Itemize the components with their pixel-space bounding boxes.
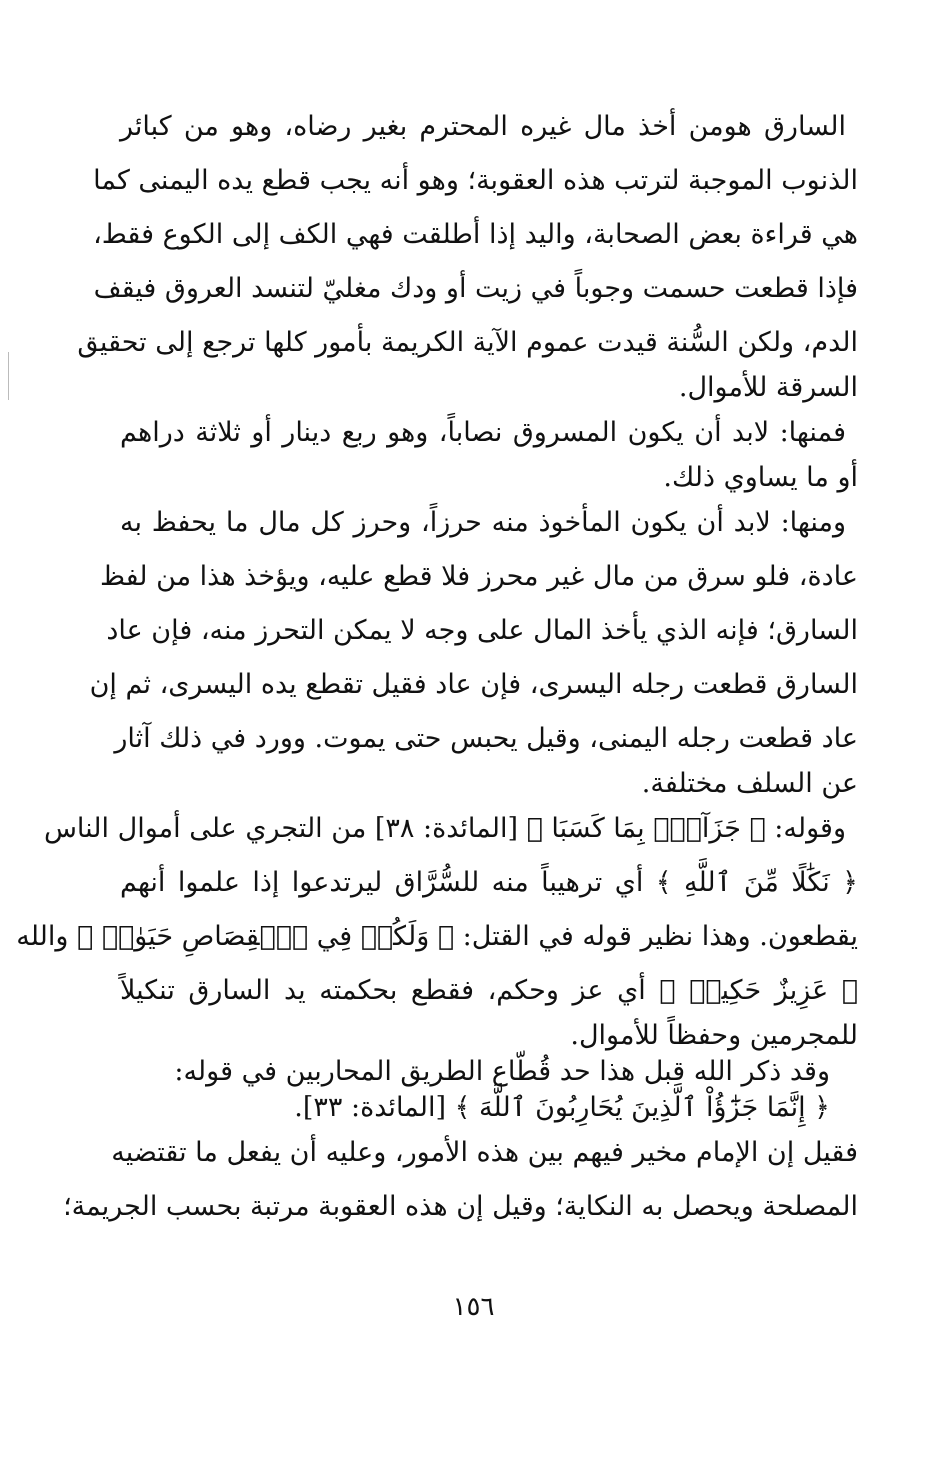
text-line: وقد ذكر الله قبل هذا حد قُطّاع الطريق المحاربين في قوله: — [174, 1056, 830, 1087]
text-line: ﴿ عَزِيزٌ حَكِيمٞ ﴾ أي عز وحكم، فقطع بحكمته يد السارق تنكيلاً — [120, 975, 858, 1006]
text-line: عاد قطعت رجله اليمنى، وقيل يحبس حتى يموت. وورد في ذلك آثار — [114, 723, 858, 754]
body-text — [16, 100, 858, 1234]
text-line: فمنها: لابد أن يكون المسروق نصاباً، وهو ربع دينار أو ثلاثة دراهم — [120, 417, 846, 448]
text-line: هي قراءة بعض الصحابة، واليد إذا أطلقت فهي الكف إلى الكوع فقط، — [93, 219, 858, 250]
text-line: عادة، فلو سرق من مال غير محرز فلا قطع عليه، ويؤخذ هذا من لفظ — [99, 561, 858, 592]
text-line: ومنها: لابد أن يكون المأخوذ منه حرزاً، وحرز كل مال ما يحفظ به — [120, 507, 846, 538]
text-line: ﴿ نَكَٰلًا مِّنَ ٱللَّهِ ﴾ أي ترهيباً منه للسُّرَّاق ليرتدعوا إذا علموا أنهم — [120, 867, 858, 898]
text-line: الدم، ولكن السُّنة قيدت عموم الآية الكريمة بأمور كلها ترجع إلى تحقيق — [77, 327, 858, 358]
text-line: المصلحة ويحصل به النكاية؛ وقيل إن هذه العقوبة مرتبة بحسب الجريمة؛ — [63, 1191, 858, 1222]
text-line: للمجرمين وحفظاً للأموال. — [570, 1020, 858, 1051]
text-line: السرقة للأموال. — [678, 372, 858, 403]
text-line: وقوله: ﴿ جَزَآءَۢ بِمَا كَسَبَا ﴾ [المائدة: ٣٨] من التجري على أموال الناس — [43, 813, 846, 844]
text-line: أو ما يساوي ذلك. — [663, 462, 858, 493]
text-line: الذنوب الموجبة لترتب هذه العقوبة؛ وهو أنه يجب قطع يده اليمنى كما — [93, 165, 858, 196]
margin-mark — [8, 352, 9, 400]
text-line: السارق هومن أخذ مال غيره المحترم بغير رضاه، وهو من كبائر — [120, 111, 846, 142]
text-line: يقطعون. وهذا نظير قوله في القتل: ﴿ وَلَكُمۡ فِي ٱلۡقِصَاصِ حَيَوٰةٞ ﴾ والله — [16, 921, 858, 952]
text-line: السارق؛ فإنه الذي يأخذ المال على وجه لا يمكن التحرز منه، فإن عاد — [106, 615, 858, 646]
text-line: فإذا قطعت حسمت وجوباً في زيت أو ودك مغليّ لتنسد العروق فيقف — [93, 273, 858, 304]
page-number: ١٥٦ — [452, 1292, 495, 1322]
text-line: عن السلف مختلفة. — [641, 768, 858, 799]
quran-verse: ﴿ إِنَّمَا جَزَٰٓؤُاْ ٱلَّذِينَ يُحَارِبُونَ ٱللَّهَ ﴾ [المائدة: ٣٣]. — [294, 1092, 830, 1123]
text-line: السارق قطعت رجله اليسرى، فإن عاد فقيل تقطع يده اليسرى، ثم إن — [89, 669, 858, 700]
text-line: فقيل إن الإمام مخير فيهم بين هذه الأمور، وعليه أن يفعل ما تقتضيه — [111, 1137, 858, 1168]
